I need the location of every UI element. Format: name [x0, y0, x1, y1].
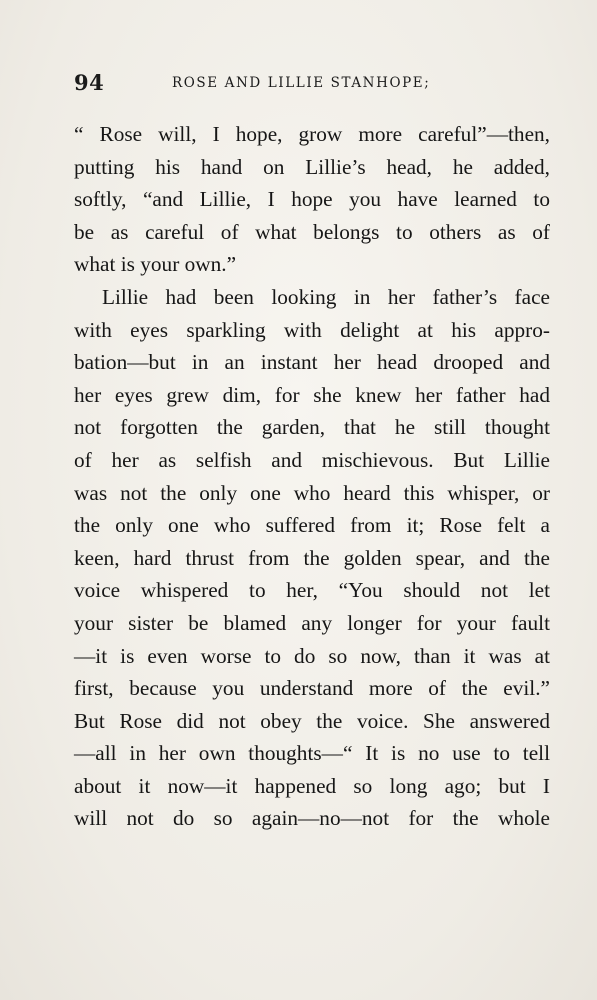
text-line: keen, hard thrust from the golden spear, and the	[74, 545, 550, 570]
text-line: of her as selfish and mischievous. But Lillie	[74, 447, 550, 472]
page-header	[74, 70, 554, 100]
running-head: ROSE AND LILLIE STANHOPE;	[172, 75, 431, 91]
text-line: —it is even worse to do so now, than it was at	[74, 643, 550, 668]
text-line: bation—but in an instant her head drooped and	[74, 350, 550, 375]
text-line: But Rose did not obey the voice. She answered	[74, 708, 550, 733]
text-line: her eyes grew dim, for she knew her father had	[74, 382, 550, 407]
text-line: first, because you understand more of the evil.”	[74, 676, 550, 701]
paragraph-2	[74, 281, 550, 835]
text-line: will not do so again—no—not for the whole	[74, 806, 550, 831]
text-line: be as careful of what belongs to others as of	[74, 219, 550, 244]
text-line: “ Rose will, I hope, grow more careful”—then,	[74, 122, 550, 146]
page-number: 94	[74, 70, 105, 95]
text-line: —all in her own thoughts—“ It is no use to tell	[74, 741, 550, 766]
text-line: the only one who suffered from it; Rose felt a	[74, 513, 550, 538]
text-line: not forgotten the garden, that he still thought	[74, 415, 550, 440]
body-text	[74, 118, 550, 835]
text-line: with eyes sparkling with delight at his appro-	[74, 317, 550, 342]
text-line: Lillie had been looking in her father’s face	[102, 284, 550, 309]
text-line: voice whispered to her, “You should not let	[74, 578, 550, 603]
text-line: was not the only one who heard this whisper, or	[74, 480, 550, 505]
text-line: softly, “and Lillie, I hope you have learned to	[74, 187, 550, 212]
text-line: about it now—it happened so long ago; but I	[74, 773, 550, 798]
text-line: what is your own.”	[74, 252, 237, 277]
text-line: putting his hand on Lillie’s head, he added,	[74, 154, 550, 179]
paragraph-1	[74, 118, 550, 281]
text-line: your sister be blamed any longer for your fault	[74, 610, 550, 635]
